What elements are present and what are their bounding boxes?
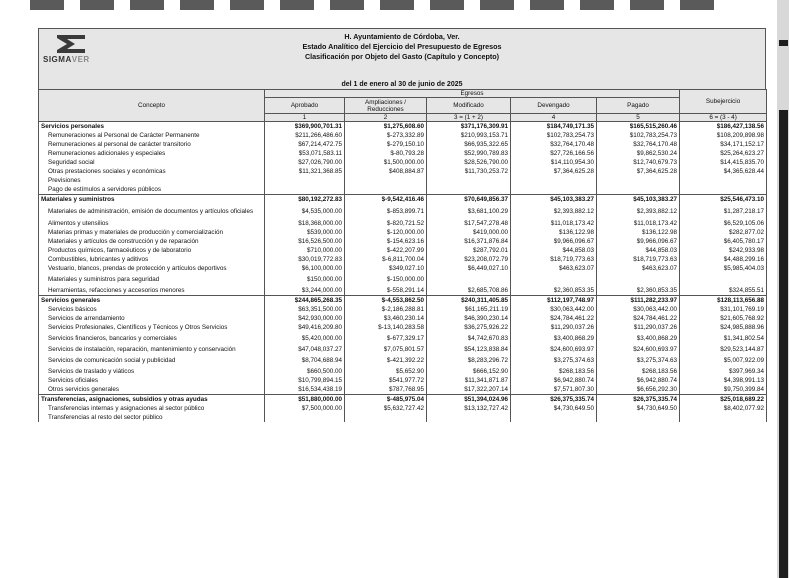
aprobado-value: $30,019,772.83 <box>265 255 345 264</box>
pagado-value: $9,966,096.67 <box>597 237 680 246</box>
modificado-value: $28,526,790.00 <box>427 158 511 167</box>
modificado-value: $54,123,838.84 <box>427 345 511 354</box>
concept-row <box>39 264 767 273</box>
subejercicio-value: $9,750,399.84 <box>680 385 767 395</box>
concept-label: Servicios de instalación, reparación, mantenimiento y conservación <box>39 345 265 354</box>
modificado-value: $51,394,024.96 <box>427 395 511 405</box>
concept-row <box>39 255 767 264</box>
report-sheet <box>38 28 766 578</box>
aprobado-value: $7,500,000.00 <box>265 404 345 413</box>
modificado-value: $666,152.90 <box>427 367 511 376</box>
pagado-value: $136,122.98 <box>597 228 680 237</box>
pagado-value: $26,375,335.74 <box>597 395 680 405</box>
pagado-value <box>597 185 680 195</box>
aprobado-value: $18,368,000.00 <box>265 219 345 228</box>
aprobado-value: $150,000.00 <box>265 273 345 286</box>
modificado-value: $240,311,405.85 <box>427 296 511 306</box>
devengado-value: $463,623.07 <box>511 264 597 273</box>
devengado-value: $6,942,880.74 <box>511 376 597 385</box>
modificado-value: $36,275,926.22 <box>427 323 511 332</box>
concept-label: Servicios Profesionales, Científicos y Técnicos y Otros Servicios <box>39 323 265 332</box>
subejercicio-value: $128,113,656.88 <box>680 296 767 306</box>
entity-name: H. Ayuntamiento de Córdoba, Ver. <box>344 32 460 41</box>
modificado-value <box>427 185 511 195</box>
subejercicio-value: $242,933.98 <box>680 246 767 255</box>
concept-row <box>39 354 767 367</box>
aprobado-value: $6,100,000.00 <box>265 264 345 273</box>
aprobado-value: $244,865,268.35 <box>265 296 345 306</box>
subejercicio-value: $6,405,780.17 <box>680 237 767 246</box>
concept-row <box>39 204 767 219</box>
concept-label: Materiales y suministros para seguridad <box>39 273 265 286</box>
pagado-value: $18,719,773.63 <box>597 255 680 264</box>
concept-row <box>39 149 767 158</box>
devengado-value: $30,063,442.00 <box>511 305 597 314</box>
aprobado-value: $63,351,500.00 <box>265 305 345 314</box>
ampliaciones-value: $-6,811,700.04 <box>345 255 427 264</box>
subejercicio-value: $14,415,835.70 <box>680 158 767 167</box>
devengado-value: $45,103,383.27 <box>511 195 597 205</box>
aprobado-value: $710,000.00 <box>265 246 345 255</box>
devengado-value <box>511 185 597 195</box>
subejercicio-value: $108,209,898.98 <box>680 131 767 140</box>
aprobado-value: $539,000.00 <box>265 228 345 237</box>
col-num-3: 3 = (1 + 2) <box>427 114 511 122</box>
subejercicio-value <box>680 273 767 286</box>
ampliaciones-value: $-154,623.16 <box>345 237 427 246</box>
devengado-value: $18,719,773.63 <box>511 255 597 264</box>
concept-row <box>39 219 767 228</box>
ampliaciones-value: $-421,392.22 <box>345 354 427 367</box>
concept-label: Herramientas, refacciones y accesorios menores <box>39 286 265 296</box>
aprobado-value: $49,416,209.80 <box>265 323 345 332</box>
chapter-row <box>39 395 767 405</box>
concept-label: Otros servicios generales <box>39 385 265 395</box>
concept-row <box>39 185 767 195</box>
devengado-value: $32,764,170.48 <box>511 140 597 149</box>
aprobado-value: $27,026,790.00 <box>265 158 345 167</box>
subejercicio-value: $6,529,105.06 <box>680 219 767 228</box>
modificado-value <box>427 413 511 422</box>
pagado-value: $6,656,292.30 <box>597 385 680 395</box>
pagado-value: $24,600,693.97 <box>597 345 680 354</box>
pagado-value: $11,290,037.26 <box>597 323 680 332</box>
ampliaciones-value: $787,768.95 <box>345 385 427 395</box>
concept-row <box>39 323 767 332</box>
ampliaciones-value: $-558,291.14 <box>345 286 427 296</box>
ampliaciones-value: $-120,000.00 <box>345 228 427 237</box>
aprobado-value: $47,048,037.27 <box>265 345 345 354</box>
concept-label: Servicios básicos <box>39 305 265 314</box>
modificado-value: $16,371,876.84 <box>427 237 511 246</box>
ampliaciones-value: $5,652.90 <box>345 367 427 376</box>
modificado-value: $419,000.00 <box>427 228 511 237</box>
subejercicio-value: $1,341,802.54 <box>680 332 767 345</box>
concept-label: Remuneraciones adicionales y especiales <box>39 149 265 158</box>
ampliaciones-value: $5,632,727.42 <box>345 404 427 413</box>
modificado-value: $70,649,856.37 <box>427 195 511 205</box>
concept-label: Remuneraciones al Personal de Carácter Permanente <box>39 131 265 140</box>
concept-row <box>39 332 767 345</box>
concept-label: Materiales de administración, emisión de documentos y artículos oficiales <box>39 204 265 219</box>
aprobado-value: $53,071,583.11 <box>265 149 345 158</box>
concept-row <box>39 345 767 354</box>
concept-label: Pago de estímulos a servidores públicos <box>39 185 265 195</box>
pagado-value: $2,393,882.12 <box>597 204 680 219</box>
aprobado-value: $369,900,701.31 <box>265 122 345 132</box>
col-num-6: 6 = (3 - 4) <box>680 114 767 122</box>
subejercicio-value: $4,365,628.44 <box>680 167 767 176</box>
subejercicio-value: $8,402,077.92 <box>680 404 767 413</box>
concept-label: Servicios de arrendamiento <box>39 314 265 323</box>
ampliaciones-value <box>345 176 427 185</box>
subejercicio-value <box>680 185 767 195</box>
pagado-value <box>597 413 680 422</box>
pagado-value: $102,783,254.73 <box>597 131 680 140</box>
modificado-value: $46,390,230.14 <box>427 314 511 323</box>
devengado-value: $102,783,254.73 <box>511 131 597 140</box>
subejercicio-value <box>680 413 767 422</box>
modificado-value: $66,935,322.65 <box>427 140 511 149</box>
modificado-value: $23,208,072.79 <box>427 255 511 264</box>
concept-row <box>39 246 767 255</box>
logo-text-sigma: SIGMA <box>43 55 72 64</box>
ampliaciones-value: $-2,186,288.81 <box>345 305 427 314</box>
col-ampliaciones: Ampliaciones / Reducciones <box>345 98 427 114</box>
devengado-value: $3,275,374.63 <box>511 354 597 367</box>
aprobado-value: $80,192,272.83 <box>265 195 345 205</box>
devengado-value: $136,122.98 <box>511 228 597 237</box>
concept-label: Servicios oficiales <box>39 376 265 385</box>
devengado-value: $14,110,954.30 <box>511 158 597 167</box>
subejercicio-value <box>680 176 767 185</box>
devengado-value: $7,364,625.28 <box>511 167 597 176</box>
modificado-value: $17,547,278.48 <box>427 219 511 228</box>
concept-label: Transferencias internas y asignaciones al sector público <box>39 404 265 413</box>
modificado-value: $17,322,207.14 <box>427 385 511 395</box>
concept-row <box>39 176 767 185</box>
pagado-value: $165,515,260.46 <box>597 122 680 132</box>
concept-row <box>39 131 767 140</box>
concept-row <box>39 286 767 296</box>
ampliaciones-value: $-13,140,283.58 <box>345 323 427 332</box>
modificado-value: $2,685,708.86 <box>427 286 511 296</box>
devengado-value: $112,197,748.97 <box>511 296 597 306</box>
devengado-value: $26,375,335.74 <box>511 395 597 405</box>
pagado-value: $45,103,383.27 <box>597 195 680 205</box>
aprobado-value: $51,880,000.00 <box>265 395 345 405</box>
concept-label: Seguridad social <box>39 158 265 167</box>
pagado-value: $30,063,442.00 <box>597 305 680 314</box>
col-egresos: Egresos <box>265 90 680 98</box>
ampliaciones-value: $-485,975.04 <box>345 395 427 405</box>
ampliaciones-value: $-279,150.10 <box>345 140 427 149</box>
report-subtitle: Clasificación por Objeto del Gasto (Capítulo y Concepto) <box>304 52 500 61</box>
report-titles <box>39 32 765 62</box>
aprobado-value <box>265 185 345 195</box>
devengado-value <box>511 413 597 422</box>
subejercicio-value: $1,287,218.17 <box>680 204 767 219</box>
devengado-value <box>511 273 597 286</box>
modificado-value: $61,165,211.19 <box>427 305 511 314</box>
modificado-value <box>427 176 511 185</box>
ampliaciones-value: $1,500,000.00 <box>345 158 427 167</box>
subejercicio-value: $25,264,623.27 <box>680 149 767 158</box>
subejercicio-value: $29,523,144.87 <box>680 345 767 354</box>
chapter-row <box>39 122 767 132</box>
ampliaciones-value: $-422,207.99 <box>345 246 427 255</box>
concept-label: Otras prestaciones sociales y económicas <box>39 167 265 176</box>
modificado-value: $371,176,309.91 <box>427 122 511 132</box>
vertical-scrollbar[interactable] <box>777 0 789 578</box>
concept-row <box>39 167 767 176</box>
pagado-value <box>597 273 680 286</box>
subejercicio-value: $397,969.34 <box>680 367 767 376</box>
pagado-value: $12,740,679.73 <box>597 158 680 167</box>
col-concepto: Concepto <box>39 90 265 122</box>
subejercicio-value: $5,985,404.03 <box>680 264 767 273</box>
col-num-1: 1 <box>265 114 345 122</box>
ampliaciones-value: $-9,542,416.46 <box>345 195 427 205</box>
modificado-value: $6,449,027.10 <box>427 264 511 273</box>
concept-label: Combustibles, lubricantes y aditivos <box>39 255 265 264</box>
col-subejercicio: Subejercicio <box>680 90 767 114</box>
modificado-value: $11,730,253.72 <box>427 167 511 176</box>
aprobado-value: $660,500.00 <box>265 367 345 376</box>
aprobado-value: $67,214,472.75 <box>265 140 345 149</box>
concept-label: Servicios de traslado y viáticos <box>39 367 265 376</box>
ampliaciones-value: $-820,721.52 <box>345 219 427 228</box>
subejercicio-value: $186,427,138.56 <box>680 122 767 132</box>
pagado-value: $9,862,530.24 <box>597 149 680 158</box>
concept-label: Previsiones <box>39 176 265 185</box>
devengado-value: $3,400,868.29 <box>511 332 597 345</box>
ampliaciones-value: $541,977.72 <box>345 376 427 385</box>
concept-label: Servicios financieros, bancarios y comerciales <box>39 332 265 345</box>
pagado-value: $44,858.03 <box>597 246 680 255</box>
concept-row <box>39 413 767 422</box>
budget-table <box>38 89 767 422</box>
concept-label: Remuneraciones al personal de carácter transitorio <box>39 140 265 149</box>
concept-label: Servicios personales <box>39 122 265 132</box>
concept-row <box>39 140 767 149</box>
modificado-value: $210,993,153.71 <box>427 131 511 140</box>
table-header <box>39 90 767 122</box>
devengado-value: $184,749,171.35 <box>511 122 597 132</box>
modificado-value: $13,132,727.42 <box>427 404 511 413</box>
col-modificado: Modificado <box>427 98 511 114</box>
aprobado-value: $16,526,500.00 <box>265 237 345 246</box>
concept-label: Vestuario, blancos, prendas de protección y artículos deportivos <box>39 264 265 273</box>
subejercicio-value: $24,985,888.96 <box>680 323 767 332</box>
concept-label: Servicios de comunicación social y publicidad <box>39 354 265 367</box>
devengado-value: $7,571,807.30 <box>511 385 597 395</box>
devengado-value: $44,858.03 <box>511 246 597 255</box>
modificado-value: $4,742,670.83 <box>427 332 511 345</box>
pagado-value: $268,183.56 <box>597 367 680 376</box>
ampliaciones-value: $-853,899.71 <box>345 204 427 219</box>
report-header <box>38 28 766 89</box>
modificado-value: $52,990,789.83 <box>427 149 511 158</box>
aprobado-value: $4,535,000.00 <box>265 204 345 219</box>
ampliaciones-value: $7,075,801.57 <box>345 345 427 354</box>
devengado-value: $27,726,166.56 <box>511 149 597 158</box>
subejercicio-value: $21,605,768.92 <box>680 314 767 323</box>
devengado-value: $268,183.56 <box>511 367 597 376</box>
devengado-value: $2,360,853.35 <box>511 286 597 296</box>
devengado-value: $4,730,649.50 <box>511 404 597 413</box>
concept-row <box>39 367 767 376</box>
aprobado-value: $211,266,486.60 <box>265 131 345 140</box>
col-num-4: 4 <box>511 114 597 122</box>
pagado-value <box>597 176 680 185</box>
pagado-value: $3,400,868.29 <box>597 332 680 345</box>
subejercicio-value: $25,018,689.22 <box>680 395 767 405</box>
devengado-value: $11,018,173.42 <box>511 219 597 228</box>
modificado-value <box>427 273 511 286</box>
aprobado-value: $10,799,894.15 <box>265 376 345 385</box>
col-num-2: 2 <box>345 114 427 122</box>
col-aprobado: Aprobado <box>265 98 345 114</box>
ampliaciones-value: $-150,000.00 <box>345 273 427 286</box>
devengado-value: $24,600,693.97 <box>511 345 597 354</box>
pagado-value: $2,360,853.35 <box>597 286 680 296</box>
concept-row <box>39 404 767 413</box>
concept-label: Materias primas y materiales de producción y comercialización <box>39 228 265 237</box>
report-period: del 1 de enero al 30 de junio de 2025 <box>341 81 463 88</box>
subejercicio-value: $324,855.51 <box>680 286 767 296</box>
concept-label: Transferencias, asignaciones, subsidios y otras ayudas <box>39 395 265 405</box>
table-body <box>39 122 767 423</box>
pagado-value: $3,275,374.63 <box>597 354 680 367</box>
pagado-value: $463,623.07 <box>597 264 680 273</box>
pagado-value: $32,764,170.48 <box>597 140 680 149</box>
aprobado-value: $8,704,688.94 <box>265 354 345 367</box>
concept-row <box>39 314 767 323</box>
modificado-value: $287,792.01 <box>427 246 511 255</box>
ampliaciones-value <box>345 185 427 195</box>
subejercicio-value: $282,877.02 <box>680 228 767 237</box>
ampliaciones-value <box>345 413 427 422</box>
aprobado-value <box>265 176 345 185</box>
devengado-value: $24,784,461.22 <box>511 314 597 323</box>
chapter-row <box>39 195 767 205</box>
pagado-value: $4,730,649.50 <box>597 404 680 413</box>
pagado-value: $7,364,625.28 <box>597 167 680 176</box>
col-num-5: 5 <box>597 114 680 122</box>
ampliaciones-value: $-273,332.89 <box>345 131 427 140</box>
logo-text-ver: VER <box>71 55 90 64</box>
aprobado-value: $5,420,000.00 <box>265 332 345 345</box>
ampliaciones-value: $3,460,230.14 <box>345 314 427 323</box>
concept-label: Productos químicos, farmacéuticos y de laboratorio <box>39 246 265 255</box>
subejercicio-value: $5,007,922.09 <box>680 354 767 367</box>
devengado-value: $11,290,037.26 <box>511 323 597 332</box>
chapter-row <box>39 296 767 306</box>
ampliaciones-value: $-677,329.17 <box>345 332 427 345</box>
col-devengado: Devengado <box>511 98 597 114</box>
ampliaciones-value: $408,884.87 <box>345 167 427 176</box>
modificado-value: $8,283,296.72 <box>427 354 511 367</box>
ampliaciones-value: $349,027.10 <box>345 264 427 273</box>
concept-label: Alimentos y utensilios <box>39 219 265 228</box>
devengado-value: $9,966,096.67 <box>511 237 597 246</box>
pagado-value: $111,282,233.97 <box>597 296 680 306</box>
subejercicio-value: $31,101,769.19 <box>680 305 767 314</box>
subejercicio-value: $34,171,152.17 <box>680 140 767 149</box>
ampliaciones-value: $-4,553,862.50 <box>345 296 427 306</box>
pagado-value: $11,018,173.42 <box>597 219 680 228</box>
subejercicio-value: $25,546,473.10 <box>680 195 767 205</box>
concept-label: Transferencias al resto del sector público <box>39 413 265 422</box>
subejercicio-value: $4,398,991.13 <box>680 376 767 385</box>
aprobado-value: $3,244,000.00 <box>265 286 345 296</box>
concept-row <box>39 305 767 314</box>
ampliaciones-value: $1,275,608.60 <box>345 122 427 132</box>
concept-row <box>39 385 767 395</box>
concept-row <box>39 237 767 246</box>
pagado-value: $24,784,461.22 <box>597 314 680 323</box>
modificado-value: $11,341,871.87 <box>427 376 511 385</box>
concept-label: Servicios generales <box>39 296 265 306</box>
devengado-value <box>511 176 597 185</box>
concept-label: Materiales y suministros <box>39 195 265 205</box>
pagado-value: $6,942,880.74 <box>597 376 680 385</box>
aprobado-value <box>265 413 345 422</box>
concept-row <box>39 228 767 237</box>
devengado-value: $2,393,882.12 <box>511 204 597 219</box>
concept-label: Materiales y artículos de construcción y de reparación <box>39 237 265 246</box>
report-title: Estado Analítico del Ejercicio del Presupuesto de Egresos <box>302 42 502 51</box>
aprobado-value: $11,321,368.85 <box>265 167 345 176</box>
aprobado-value: $16,534,438.19 <box>265 385 345 395</box>
concept-row <box>39 376 767 385</box>
concept-row <box>39 273 767 286</box>
modificado-value: $3,681,100.29 <box>427 204 511 219</box>
ampliaciones-value: $-80,793.28 <box>345 149 427 158</box>
col-pagado: Pagado <box>597 98 680 114</box>
subejercicio-value: $4,488,299.16 <box>680 255 767 264</box>
concept-row <box>39 158 767 167</box>
aprobado-value: $42,930,000.00 <box>265 314 345 323</box>
top-decoration <box>0 0 789 14</box>
